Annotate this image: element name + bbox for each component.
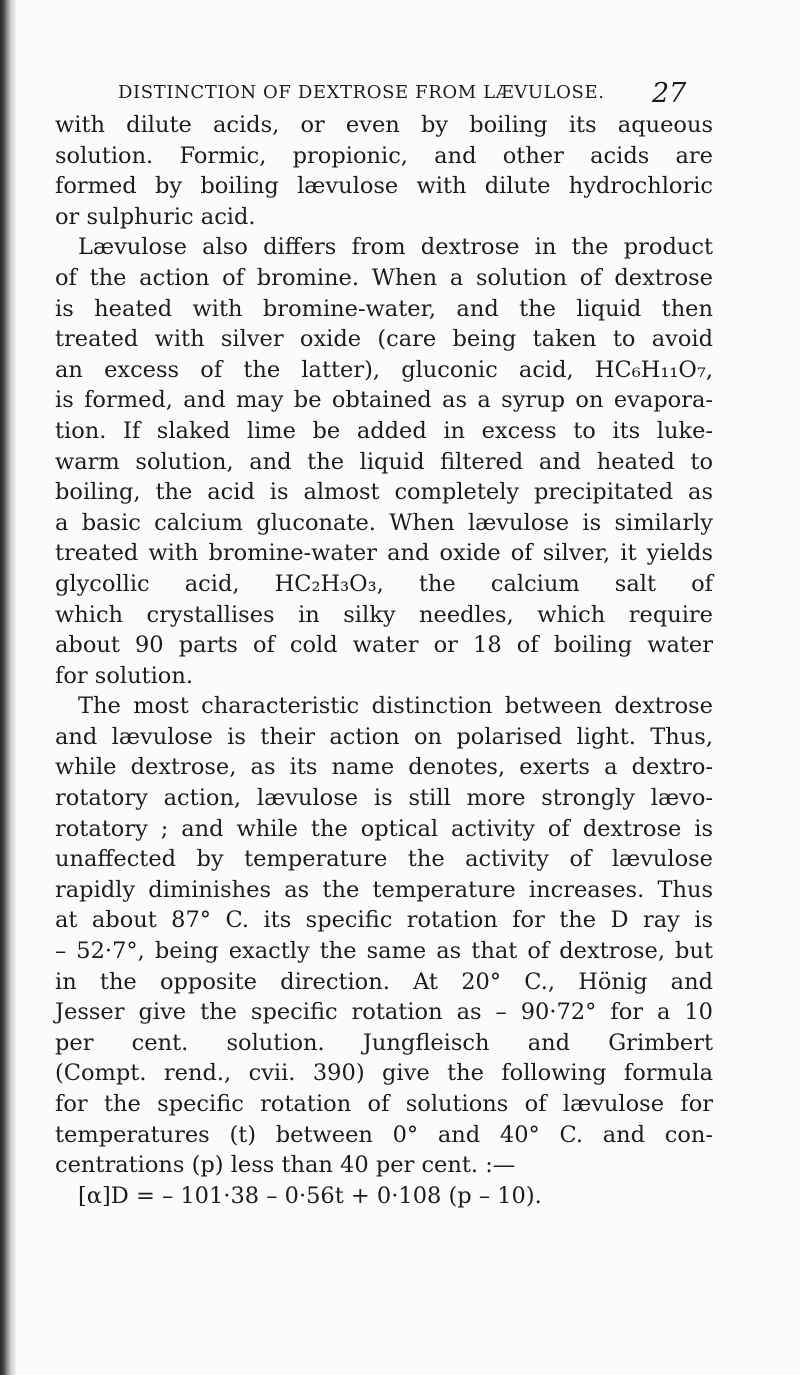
formula-line: [α]D = – 101·38 – 0·56t + 0·108 (p – 10). [78,1182,542,1209]
text-line: (Compt. rend., cvii. 390) give the following formula [55,1060,713,1087]
book-spine-shadow [0,0,16,1375]
paragraph-start-line: Lævulose also differs from dextrose in the product [78,234,713,261]
text-line: solution. Formic, propionic, and other acids are [55,142,713,169]
text-line: glycollic acid, HC₂H₃O₃, the calcium salt of [55,570,713,597]
paragraph-start-line: The most characteristic distinction between dextrose [78,693,713,720]
text-line: with dilute acids, or even by boiling its aqueous [55,112,713,138]
text-line: for solution. [55,662,193,689]
text-line: unaffected by temperature the activity of lævulose [55,846,713,873]
body-text [55,110,713,1211]
text-line: per cent. solution. Jungfleisch and Grimbert [55,1029,713,1056]
text-line: which crystallises in silky needles, which require [55,601,713,628]
text-line: rotatory ; and while the optical activity of dextrose is [55,815,713,842]
text-line: – 52·7°, being exactly the same as that of dextrose, but [55,938,713,965]
text-line: in the opposite direction. At 20° C., Hönig and [55,968,713,995]
text-line: a basic calcium gluconate. When lævulose is similarly [55,509,713,536]
text-line: treated with bromine-water and oxide of silver, it yields [55,540,713,567]
text-line: and lævulose is their action on polarised light. Thus, [55,723,713,750]
running-head: DISTINCTION OF DEXTROSE FROM LÆVULOSE. [118,82,605,103]
page-header [110,78,710,108]
text-line: at about 87° C. its specific rotation for the D ray is [55,907,713,934]
text-line: rotatory action, lævulose is still more strongly lævo- [55,785,713,812]
text-line: for the specific rotation of solutions of lævulose for [55,1091,713,1117]
text-line: about 90 parts of cold water or 18 of boiling water [55,632,713,659]
text-line: of the action of bromine. When a solution of dextrose [55,264,713,291]
text-line: Jesser give the specific rotation as – 90·72° for a 10 [55,999,713,1026]
text-line: temperatures (t) between 0° and 40° C. and con- [55,1121,713,1148]
text-line: centrations (p) less than 40 per cent. :— [55,1152,516,1179]
text-line: rapidly diminishes as the temperature increases. Thus [55,876,713,903]
text-line: or sulphuric acid. [55,203,256,230]
text-line: treated with silver oxide (care being taken to avoid [55,326,713,353]
text-line: is formed, and may be obtained as a syrup on evapora- [55,387,713,414]
text-line: is heated with bromine-water, and the liquid then [55,295,713,322]
text-line: an excess of the latter), gluconic acid, HC₆H₁₁O₇, [55,356,713,383]
text-line: formed by boiling lævulose with dilute hydrochloric [55,173,713,200]
text-line: boiling, the acid is almost completely precipitated as [55,479,713,506]
page-number: 27 [652,78,687,109]
text-line: while dextrose, as its name denotes, exerts a dextro- [55,754,713,781]
text-line: tion. If slaked lime be added in excess to its luke- [55,417,713,444]
text-line: warm solution, and the liquid filtered and heated to [55,448,713,475]
